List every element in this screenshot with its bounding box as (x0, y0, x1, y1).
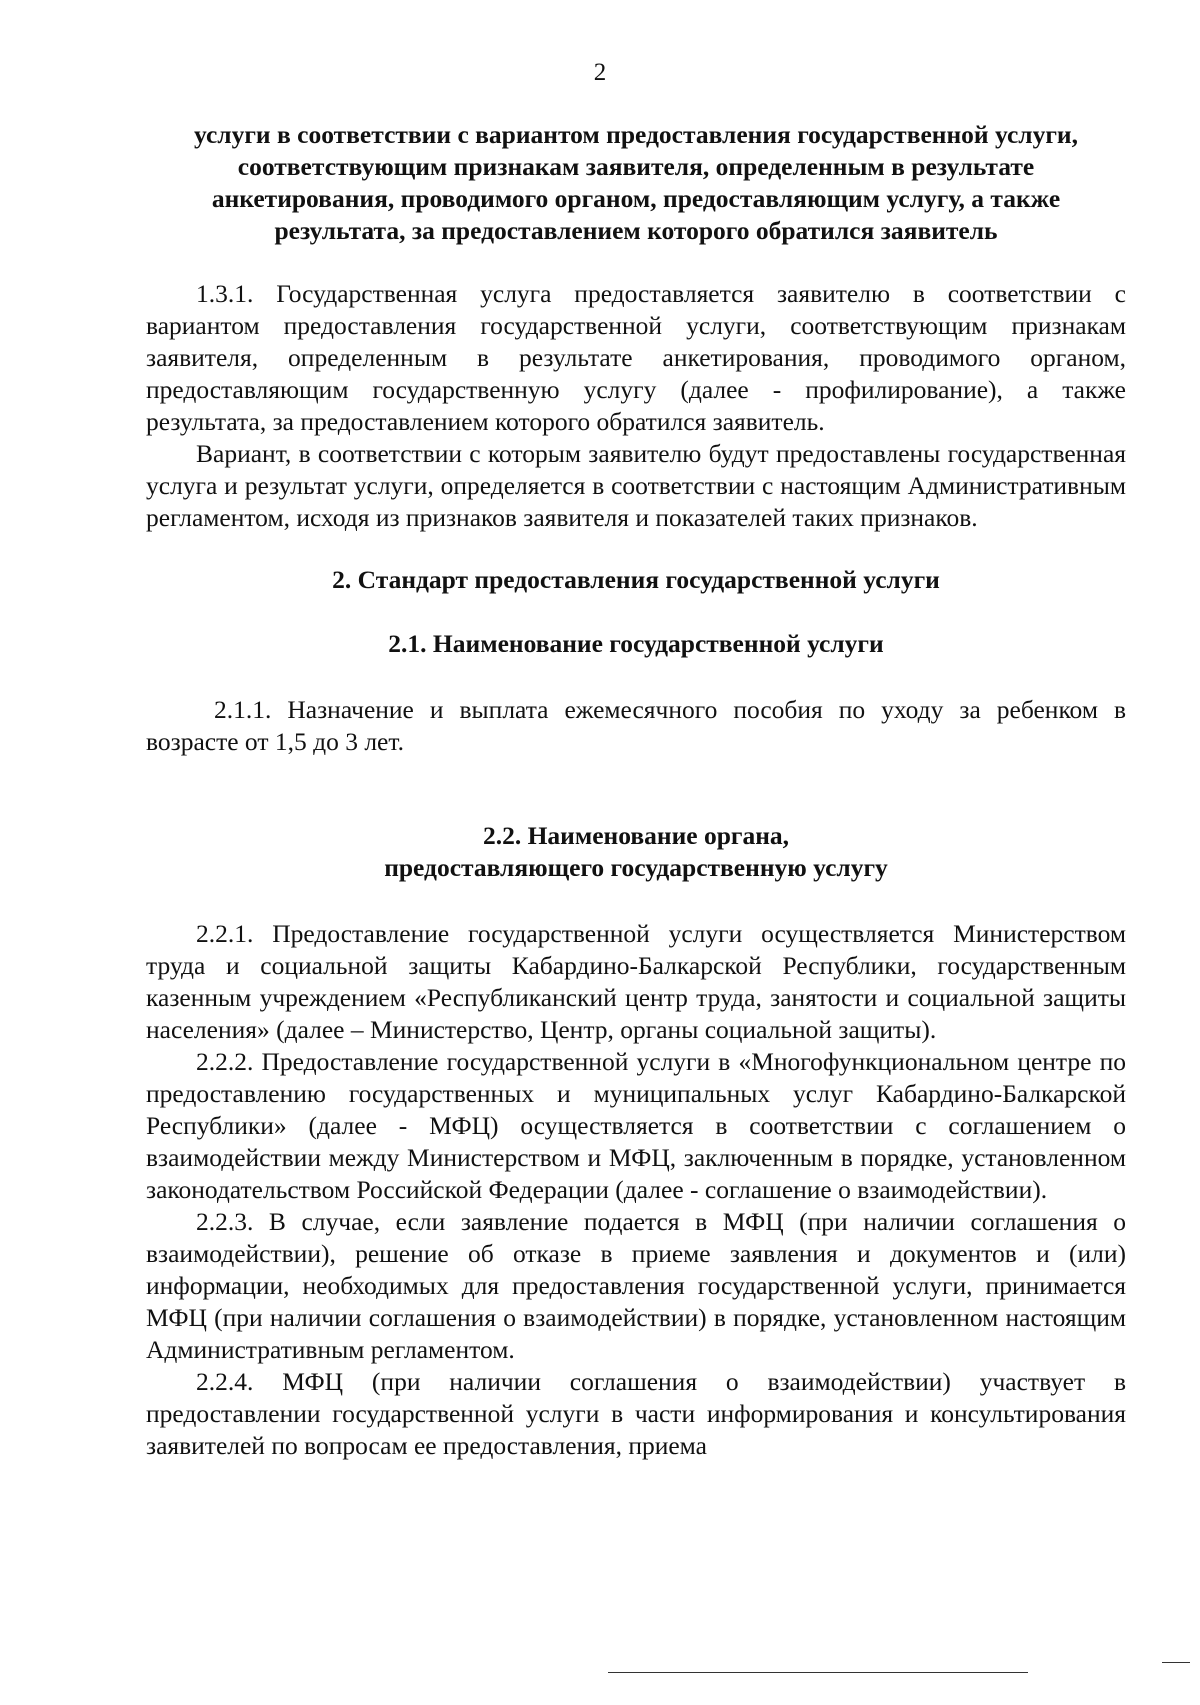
footer-mark (1162, 1662, 1190, 1663)
section-heading-2-2 (146, 820, 1126, 884)
section-heading-2-1: 2.1. Наименование государственной услуги (388, 629, 884, 658)
section-heading-2-2-line2: предоставляющего государственную услугу (384, 853, 888, 882)
paragraph-2-2-3: 2.2.3. В случае, если заявление подается в МФЦ (при наличии соглашения о взаимодействии), решение об отказе в приеме заявления и документов и (или) информации, необходимых для предоставления государственной услуги, принимается МФЦ (при наличии соглашения о взаимодействии) в порядке, установленном настоящим Административным регламентом. (146, 1207, 1126, 1364)
paragraph-2-2-2: 2.2.2. Предоставление государственной услуги в «Многофункциональном центре по предоставлению государственных и муниципальных услуг Кабардино-Балкарской Республики» (далее - МФЦ) осуществляется в соответствии с соглашением о взаимодействии между Министерством и МФЦ, заключенным в порядке, установленном законодательством Российской Федерации (далее - соглашение о взаимодействии). (146, 1047, 1126, 1204)
section-heading-2-2-line1: 2.2. Наименование органа, (482, 821, 790, 850)
paragraph-2-1-1: 2.1.1. Назначение и выплата ежемесячного пособия по уходу за ребенком в возрасте от 1,5 до 3 лет. (146, 695, 1126, 756)
paragraph-2-2-1: 2.2.1. Предоставление государственной услуги осуществляется Министерством труда и социальной защиты Кабардино-Балкарской Республики, государственным казенным учреждением «Республиканский центр труда, занятости и социальной защиты населения» (далее – Министерство, Центр, органы социальной защиты). (146, 919, 1126, 1044)
page-number: 2 (593, 59, 607, 86)
paragraph-2-2-4: 2.2.4. МФЦ (при наличии соглашения о взаимодействии) участвует в предоставлении государственной услуги в части информирования и консультирования заявителей по вопросам ее предоставления, приема (146, 1367, 1126, 1460)
section-heading-2: 2. Стандарт предоставления государственной услуги (332, 565, 940, 594)
document-body (146, 119, 1126, 1462)
paragraph-1-3-1: 1.3.1. Государственная услуга предоставляется заявителю в соответствии с вариантом предоставления государственной услуги, соответствующим признакам заявителя, определенным в результате анкетирования, проводимого органом, предоставляющим государственную услугу (далее - профилирование), а также результата, за предоставлением которого обратился заявитель. (146, 279, 1126, 436)
section-heading-variant: услуги в соответствии с вариантом предоставления государственной услуги, соответствующим признакам заявителя, определенным в результате анкетирования, проводимого органом, предоставляющим услугу, а также результата, за предоставлением которого обратился заявитель (194, 120, 1078, 245)
paragraph-variant: Вариант, в соответствии с которым заявителю будут предоставлены государственная услуга и результат услуги, определяется в соответствии с настоящим Административным регламентом, исходя из признаков заявителя и показателей таких признаков. (146, 439, 1126, 532)
footer-rule (608, 1672, 1028, 1673)
